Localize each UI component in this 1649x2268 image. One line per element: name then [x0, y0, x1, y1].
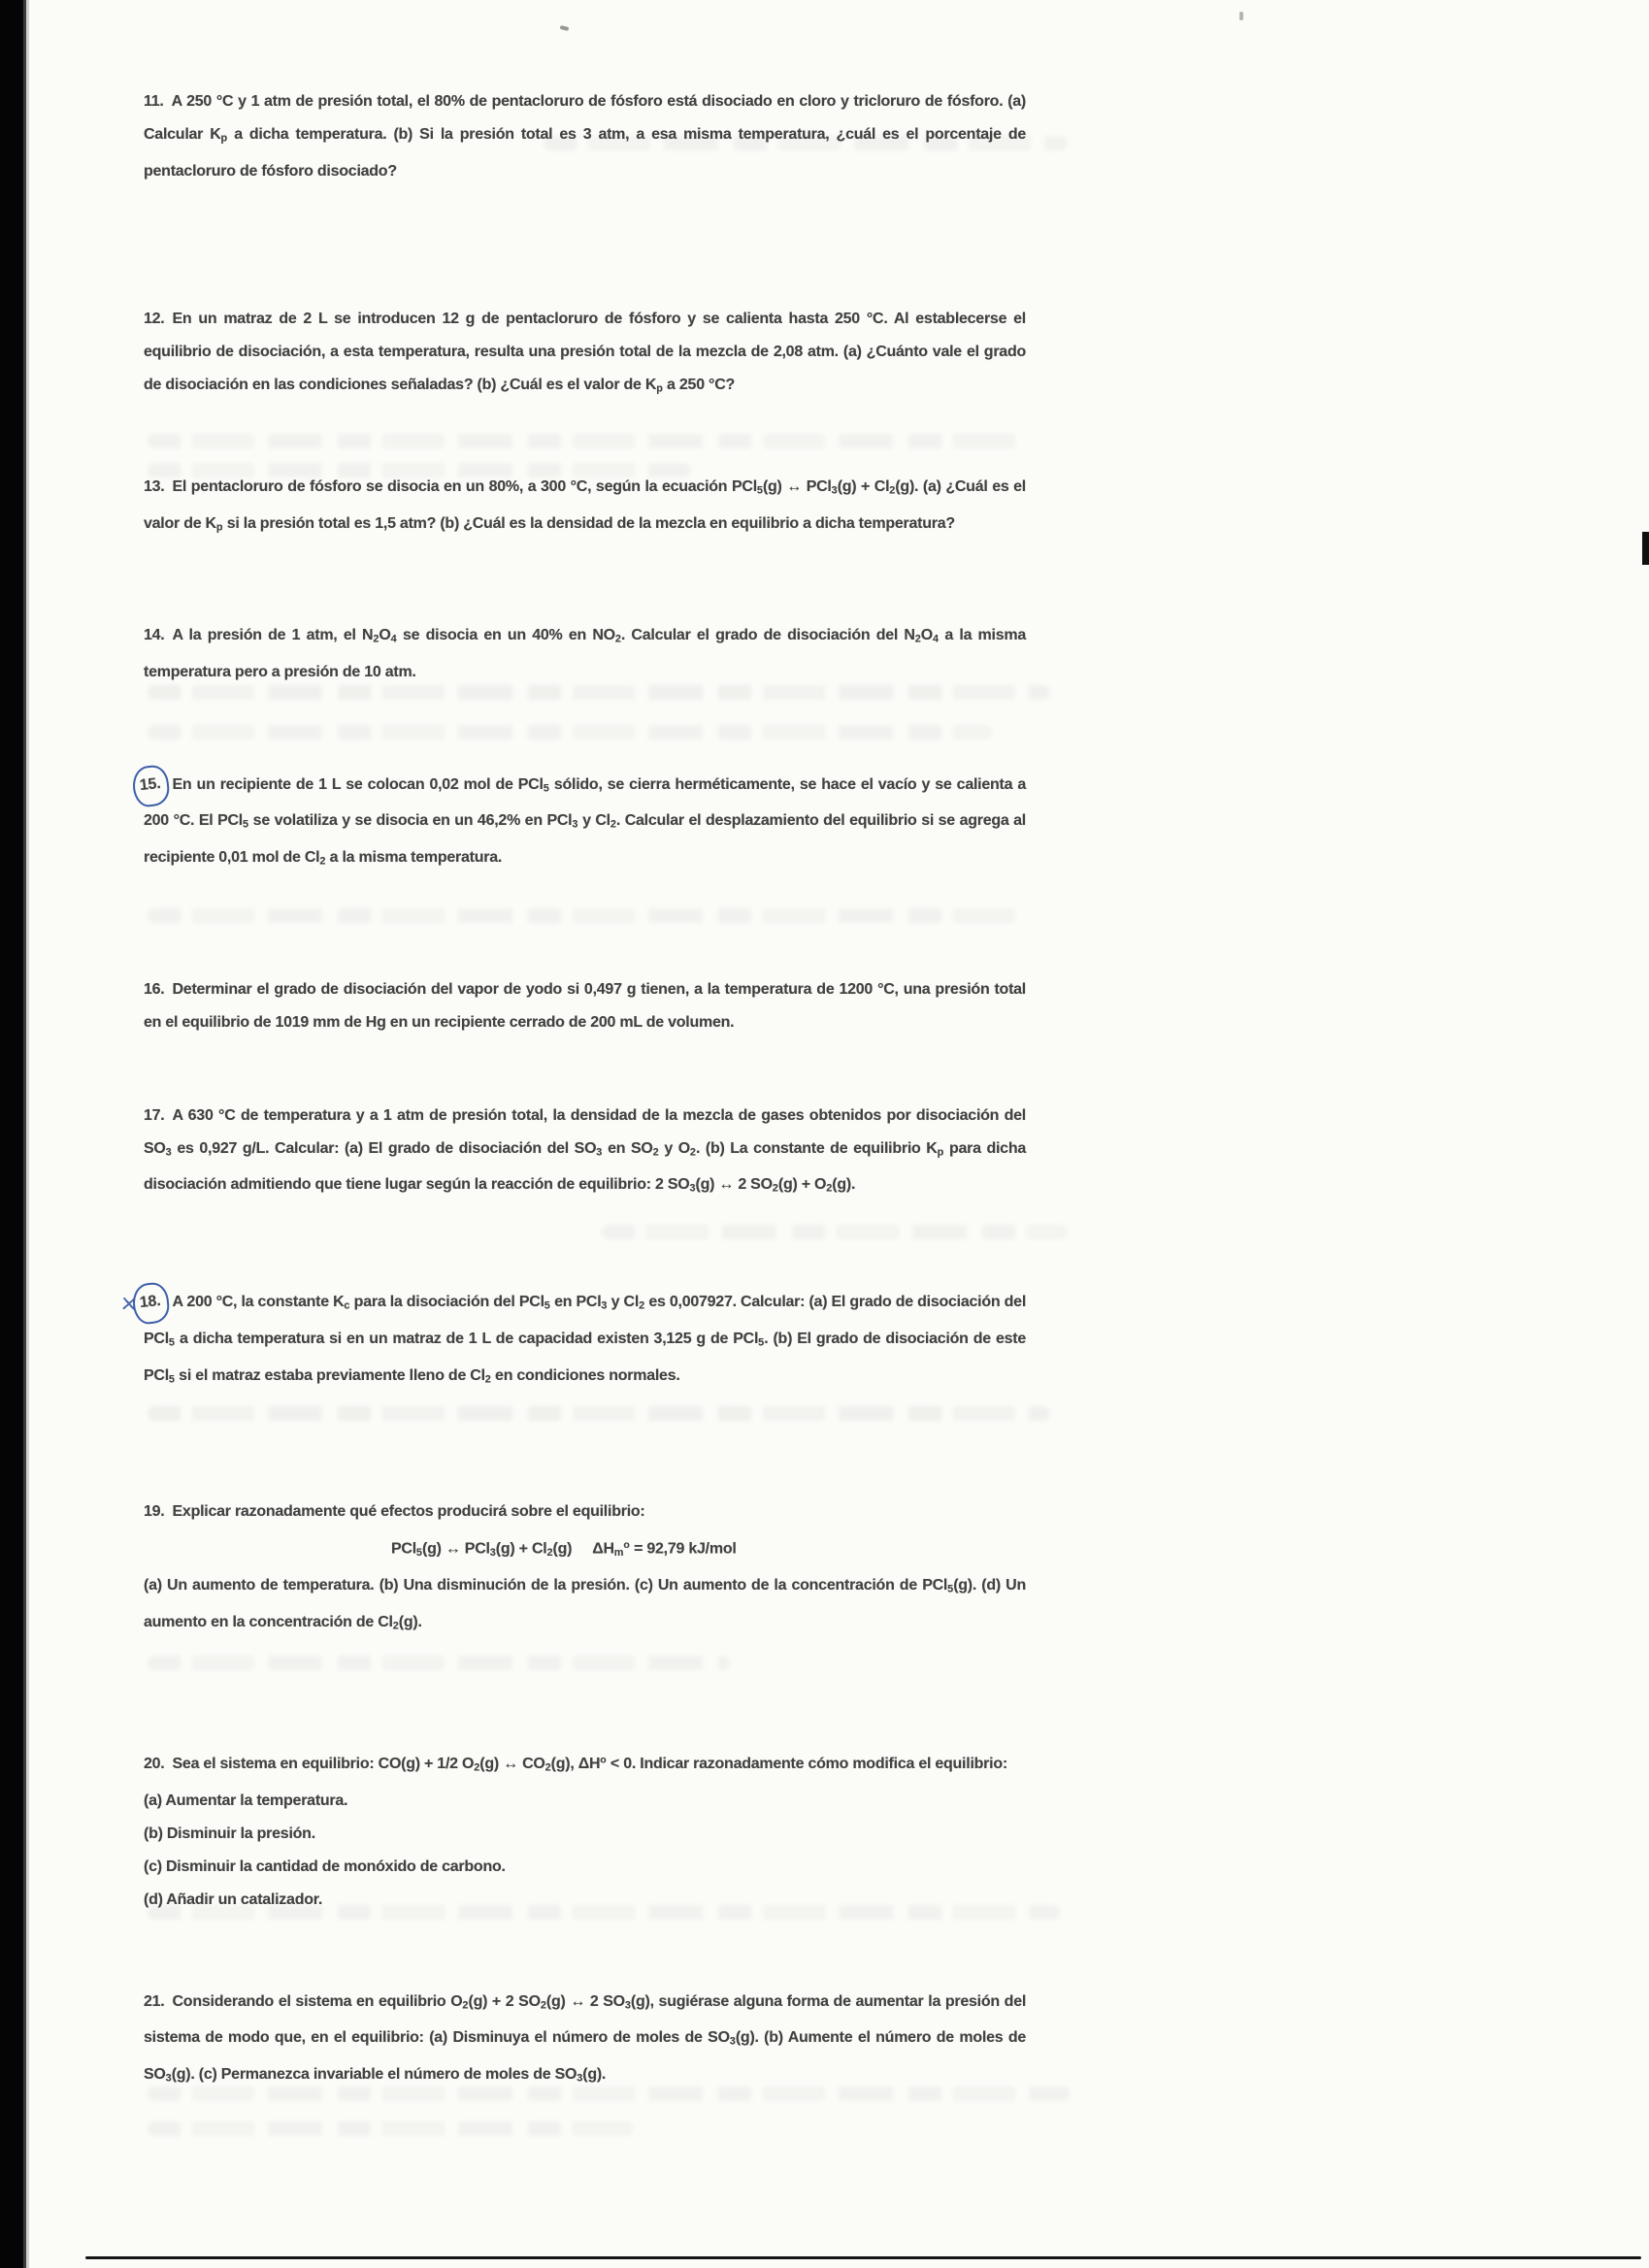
scan-edge-left — [0, 0, 29, 2268]
scan-speck — [1239, 12, 1243, 20]
equilibrium-equation: PCl$_5$(g) ↔ $PCl_3(g) + Cl_2(g)$ $\Delta H_m^o = 92,79$ kJ/mol — [391, 1539, 737, 1560]
problem-15 — [139, 769, 1027, 878]
problem-intro: Sea el sistema en equilibrio: CO(g) + 1/2 $O_2(g)$ ↔ $CO_2(g)$, $\Delta H^o < 0$. Indicar razonadamente cómo modifica el equilibrio: — [172, 1754, 1007, 1774]
scan-artifact-right — [1642, 532, 1649, 565]
problem-number: 16. — [144, 980, 165, 998]
option-d: (d) Añadir un catalizador. — [144, 1890, 323, 1908]
option-a: (a) Aumentar la temperatura. — [144, 1791, 348, 1809]
problem-19 — [144, 1496, 1026, 1642]
bleed-through-artifact — [148, 2121, 633, 2136]
problem-17 — [144, 1100, 1026, 1205]
option-c: (c) Disminuir la cantidad de monóxido de carbono. — [144, 1857, 506, 1875]
problem-11 — [144, 85, 1026, 188]
problem-number: 19. — [144, 1503, 165, 1521]
problem-text: El pentacloruro de fósforo se disocia en un 80%, a 300 °C, según la ecuación PCl$_5$(g) ↔ $PCl_3(g) + Cl_2(g)$. (a) ¿Cuál es el valor de $K_p$ si la presión total es 1,5 atm? (b) ¿Cuál es la densidad de la mezcla en equilibrio a dicha temperatura? — [144, 478, 1026, 534]
problem-number: 21. — [144, 1992, 165, 2010]
page-content — [139, 85, 1027, 2095]
problem-text: A la presión de 1 atm, el $N_2O_4$ se disocia en un 40% en $NO_2$. Calcular el grado de disociación del $N_2O_4$ a la misma temperatura pero a presión de 10 atm. — [144, 626, 1027, 680]
problem-number-circled: 15. — [131, 764, 171, 808]
problem-number: 20. — [144, 1756, 165, 1773]
problem-number: 14. — [144, 626, 165, 643]
problem-number: 17. — [144, 1106, 165, 1124]
problem-text: A 200 °C, la constante $K_c$ para la disociación del PCl$_5$ en PCl$_3$ y $Cl_2$ es 0,007927. Calcular: (a) El grado de disociación del PCl$_5$ a dicha temperatura si en un matraz de 1 L de capacidad existen 3,125 g de PCl$_5$. (b) El grado de disociación de este PCl$_5$ si el matraz estaba previamente lleno de $Cl_2$ en condiciones normales. — [144, 1294, 1027, 1386]
pen-x-mark — [123, 1298, 136, 1310]
problem-20 — [144, 1744, 1026, 1917]
problem-text: (a) Un aumento de temperatura. (b) Una disminución de la presión. (c) Un aumento de la concentración de PCl$_5$(g). (d) Un aumento en la concentración de $Cl_2(g)$. — [144, 1577, 1026, 1632]
option-b: (b) Disminuir la presión. — [144, 1824, 315, 1842]
problem-18 — [139, 1286, 1027, 1396]
problem-text: En un matraz de 2 L se introducen 12 g de pentacloruro de fósforo y se calienta hasta 250 °C. Al establecerse el equilibrio de disociación, a esta temperatura, resulta una presión total de la mezcla de 2,08 atm. (a) ¿Cuánto vale el grado de disociación en las condiciones señaladas? (b) ¿Cuál es el valor de $K_p$ a 250 °C? — [144, 310, 1026, 395]
problem-13 — [144, 471, 1026, 543]
problem-number-circled: 18. — [131, 1281, 171, 1326]
problem-text: En un recipiente de 1 L se colocan 0,02 mol de PCl$_5$ sólido, se cierra herméticamente, se hace el vacío y se calienta a 200 °C. El PCl$_5$ se volatiliza y se disocia en un 46,2% en PCl$_3$ y $Cl_2$. Calcular el desplazamiento del equilibrio si se agrega al recipiente 0,01 mol de $Cl_2$ a la misma temperatura. — [144, 775, 1027, 868]
problem-intro: Explicar razonadamente qué efectos producirá sobre el equilibrio: — [172, 1503, 645, 1521]
problem-12 — [144, 303, 1026, 406]
problem-text: A 250 °C y 1 atm de presión total, el 80% de pentacloruro de fósforo está disociado en cloro y tricloruro de fósforo. (a) Calcular $K_p$ a dicha temperatura. (b) Si la presión total es 3 atm, a esa misma temperatura, ¿cuál es el porcentaje de pentacloruro de fósforo disociado? — [144, 93, 1026, 180]
problem-16 — [144, 973, 1026, 1039]
scan-speck — [560, 25, 570, 31]
problem-text: A 630 °C de temperatura y a 1 atm de presión total, la densidad de la mezcla de gases obtenidos por disociación del $SO_3$ es 0,927 g/L. Calcular: (a) El grado de disociación del $SO_3$ en $SO_2$ y $O_2$. (b) La constante de equilibrio $K_p$ para dicha disociación admitiendo que tiene lugar según la reacción de equilibrio: 2 $SO_3(g)$ ↔ 2 $SO_2(g) + O_2(g)$. — [144, 1106, 1026, 1196]
scan-edge-bottom — [85, 2256, 1641, 2259]
problem-text: Determinar el grado de disociación del vapor de yodo si 0,497 g tienen, a la temperatura de 1200 °C, una presión total en el equilibrio de 1019 mm de Hg en un recipiente cerrado de 200 mL de volumen. — [144, 980, 1026, 1031]
problem-14 — [144, 619, 1026, 689]
problem-number: 13. — [144, 478, 165, 496]
problem-text: Considerando el sistema en equilibrio $O_2(g) + 2$ $SO_2(g)$ ↔ 2 $SO_3(g)$, sugiérase alguna forma de aumentar la presión del sistema de modo que, en el equilibrio: (a) Disminuya el número de moles de $SO_3(g)$. (b) Aumente el número de moles de $SO_3(g)$. (c) Permanezca invariable el número de moles de $SO_3(g)$. — [144, 1992, 1027, 2085]
problem-number: 11. — [144, 93, 164, 110]
problem-21 — [144, 1986, 1026, 2095]
problem-number: 12. — [144, 310, 165, 327]
